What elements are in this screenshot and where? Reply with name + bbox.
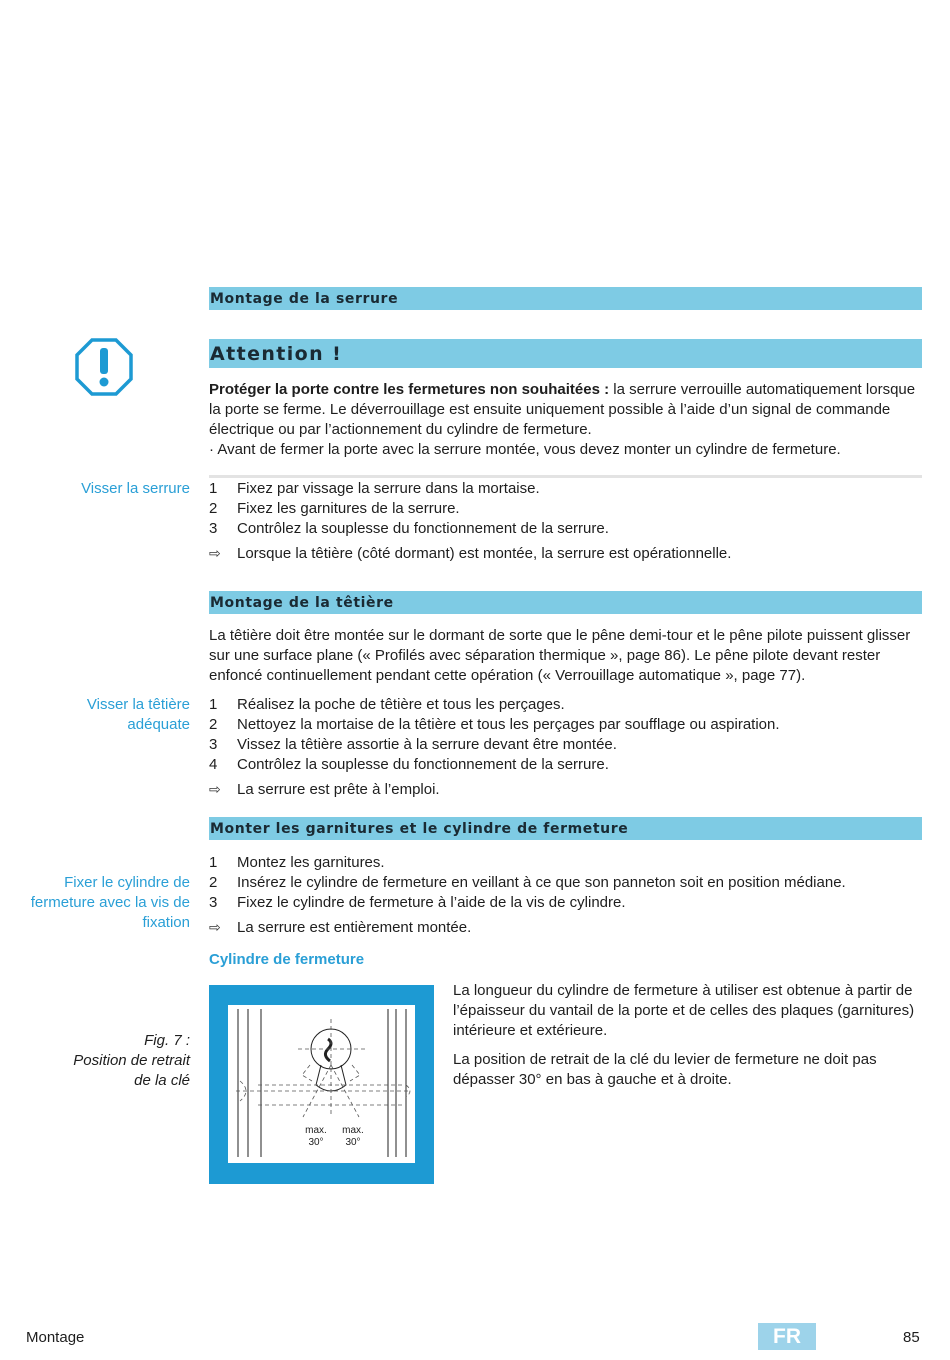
result-item: ⇨ La serrure est prête à l’emploi. (209, 781, 440, 798)
cylindre-para-2: La position de retrait de la clé du levier de fermeture ne doit pas dépasser 30° en bas à gauche et à droite. (453, 1051, 877, 1088)
result-item: ⇨ La serrure est entièrement montée. (209, 919, 472, 936)
list-item: 3 Vissez la têtière assortie à la serrure devant être montée. (209, 736, 617, 753)
arrow-right-outline-icon: ⇨ (209, 781, 221, 797)
side-label-visser-tetiere: Visser la têtière adéquate (86, 696, 190, 733)
divider (209, 475, 922, 478)
list-item: 2 Nettoyez la mortaise de la têtière et tous les perçages par soufflage ou aspiration. (209, 716, 780, 733)
side-label-fixer-cylindre: Fixer le cylindre de fermeture avec la vis de fixation (30, 874, 190, 931)
list-item: 1 Réalisez la poche de têtière et tous les perçages. (209, 696, 565, 713)
list-item: 3 Contrôlez la souplesse du fonctionnement de la serrure. (209, 520, 609, 537)
attention-heading: Attention ! (209, 339, 922, 368)
section-heading-montage-serrure: Montage de la serrure (209, 287, 922, 310)
side-label-visser-serrure: Visser la serrure (81, 480, 190, 497)
list-item: 3 Fixez le cylindre de fermeture à l’aide de la vis de cylindre. (209, 894, 626, 911)
list-item: 1 Fixez par vissage la serrure dans la mortaise. (209, 480, 540, 497)
figure-caption: Fig. 7 : Position de retrait de la clé (73, 1032, 190, 1089)
warning-octagon-icon (75, 338, 133, 396)
figure-label-left: max. 30° (305, 1125, 327, 1148)
list-item: 2 Fixez les garnitures de la serrure. (209, 500, 460, 517)
warning-body: la serrure verrouille automatiquement lorsque la porte se ferme. Le déverrouillage est ensuite uniquement possible à l’aide d’un signal de commande électrique ou par l’actionnement du cylindre de fermeture. (209, 381, 916, 438)
section-heading-monter-garnitures: Monter les garnitures et le cylindre de fermeture (209, 817, 922, 840)
warning-text (209, 380, 921, 440)
tetiere-intro: La têtière doit être montée sur le dormant de sorte que le pêne demi-tour et le pêne pilote puissent glisser sur une surface plane (« Profilés avec séparation thermique », page 86). Le pêne pilote devant rester enfoncé continuellement pendant cette opération (« Verrouillage automatique », page 77). (209, 627, 911, 684)
list-item: 4 Contrôlez la souplesse du fonctionnement de la serrure. (209, 756, 609, 773)
section-heading-montage-tetiere: Montage de la têtière (209, 591, 922, 614)
figure-cylinder (228, 1005, 415, 1163)
arrow-right-outline-icon: ⇨ (209, 545, 221, 561)
figure-label-right: max. 30° (342, 1125, 364, 1148)
language-badge: FR (758, 1323, 816, 1350)
footer-section-name: Montage (26, 1329, 85, 1346)
list-item: 2 Insérez le cylindre de fermeture en veillant à ce que son panneton soit en position médiane. (209, 874, 846, 891)
subheading-cylindre: Cylindre de fermeture (209, 951, 365, 968)
warning-bullet: · Avant de fermer la porte avec la serrure montée, vous devez monter un cylindre de fermeture. (209, 441, 841, 458)
figure-cylinder-frame (209, 985, 434, 1184)
arrow-right-outline-icon: ⇨ (209, 919, 221, 935)
result-item: ⇨ Lorsque la têtière (côté dormant) est montée, la serrure est opérationnelle. (209, 545, 732, 562)
cylindre-para-1: La longueur du cylindre de fermeture à utiliser est obtenue à partir de l’épaisseur du vantail de la porte et de celles des plaques (garnitures) intérieure et extérieure. (453, 982, 915, 1039)
list-item: 1 Montez les garnitures. (209, 854, 385, 871)
warning-bold-lead: Protéger la porte contre les fermetures non souhaitées : (209, 381, 610, 398)
page-number: 85 (903, 1329, 920, 1346)
